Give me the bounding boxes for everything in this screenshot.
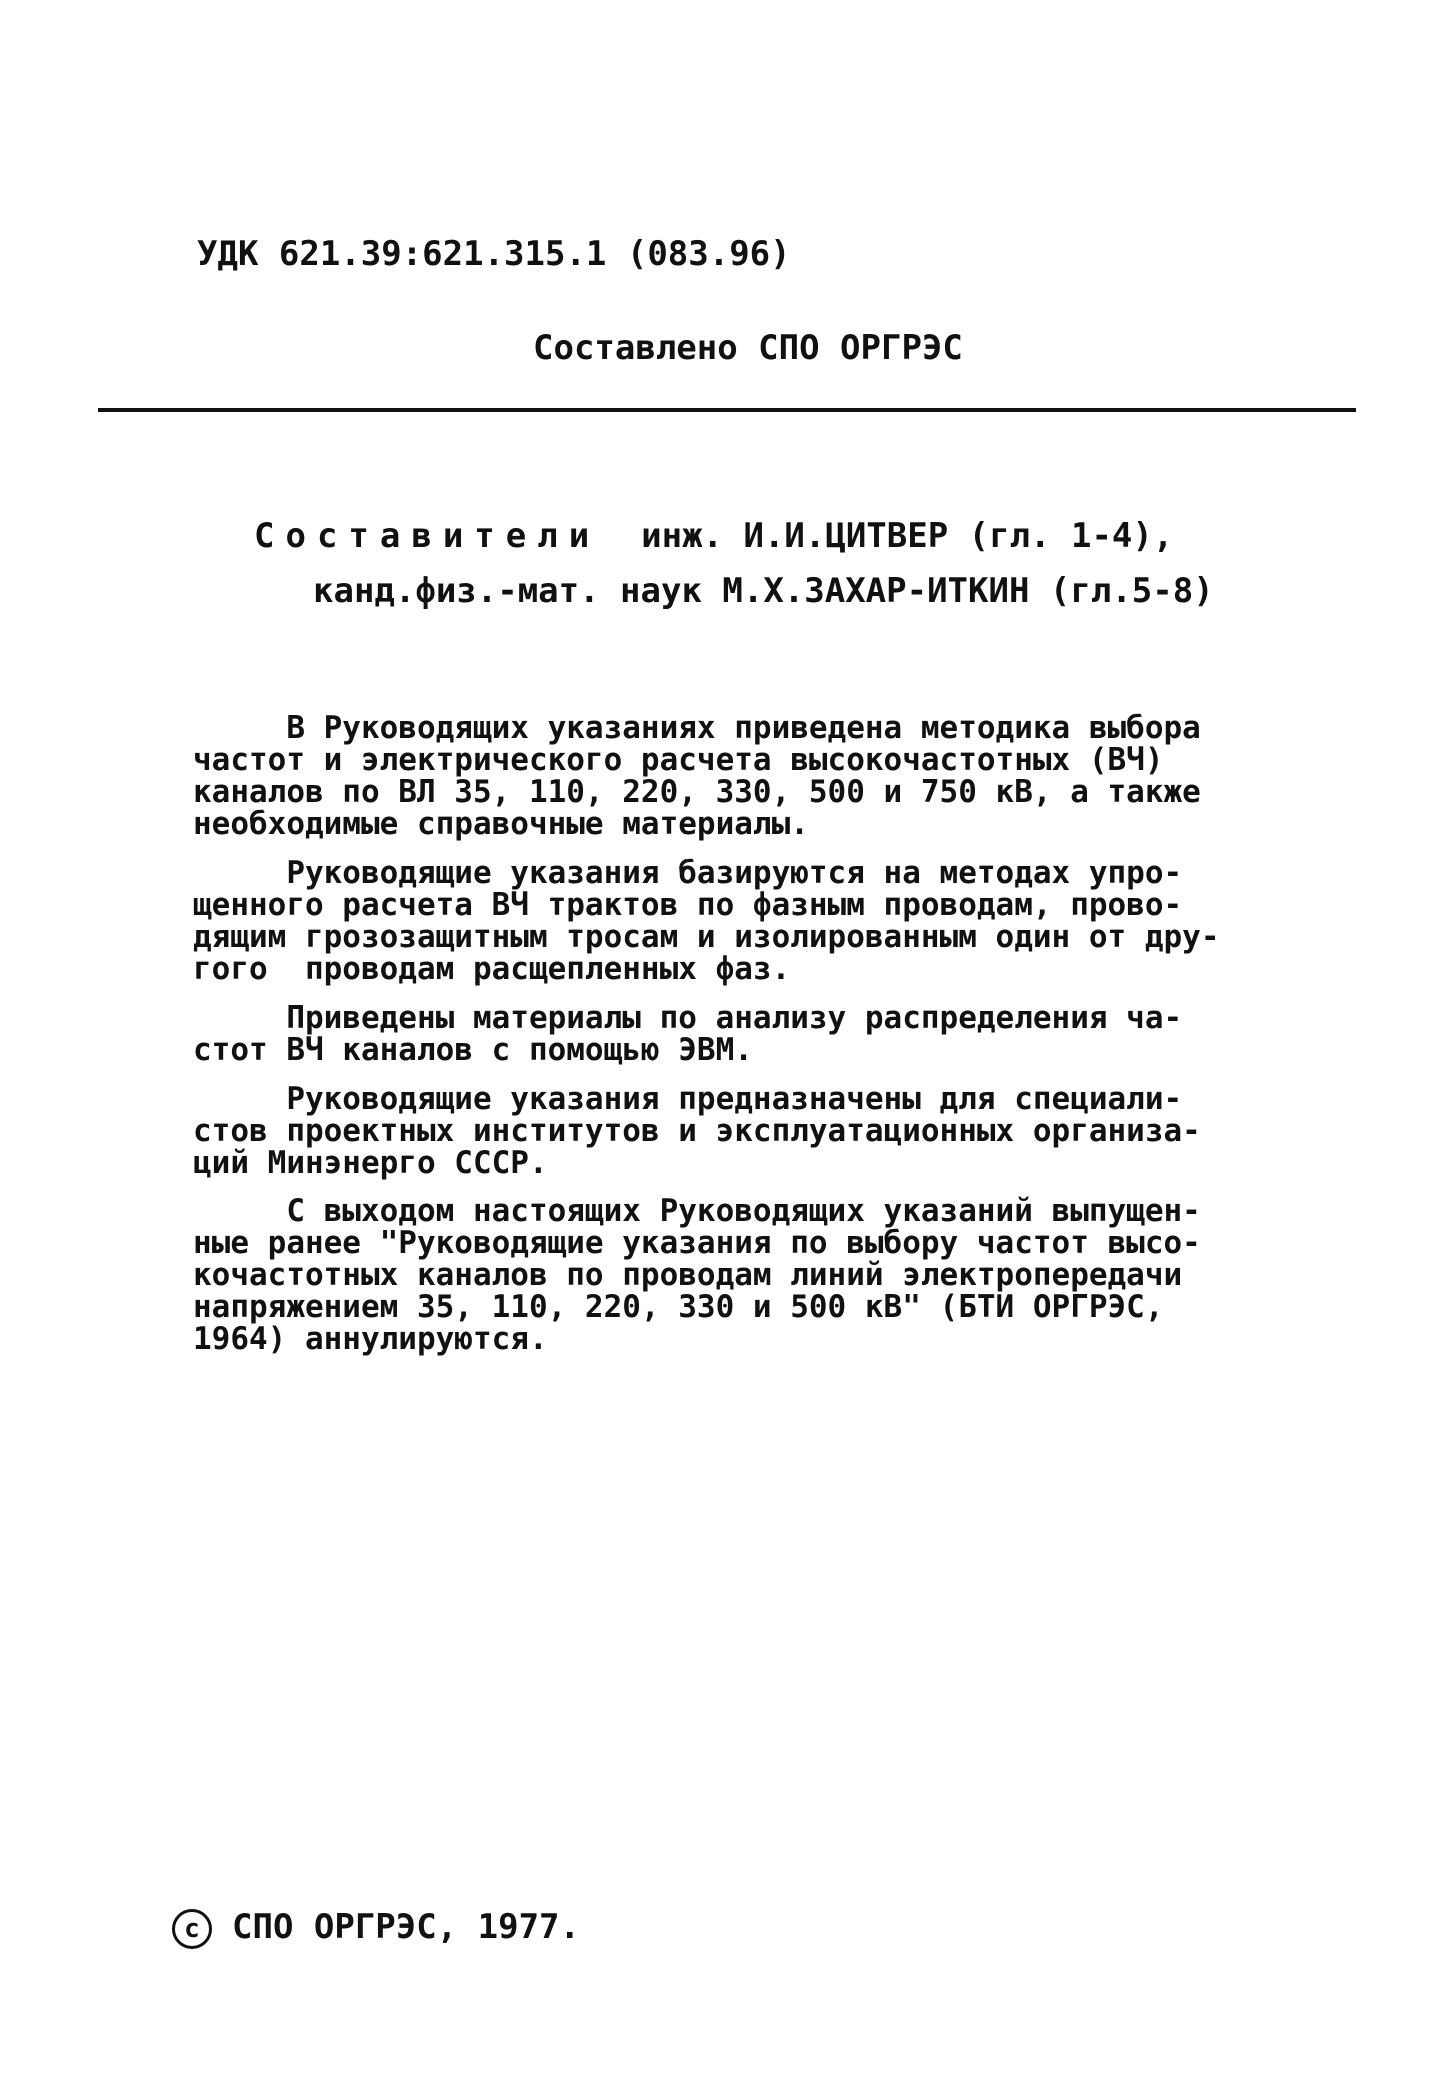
divider: [98, 408, 1356, 412]
paragraph-line: 1964) аннулируются.: [193, 1321, 548, 1357]
authors-line-2: канд.физ.-мат. наук М.Х.ЗАХАР-ИТКИН (гл.5-8): [313, 571, 1214, 611]
paragraph-line: Руководящие указания предназначены для специали-: [193, 1081, 1183, 1117]
paragraph-line: С выходом настоящих Руководящих указаний выпущен-: [193, 1193, 1201, 1229]
authors-label: Составители: [254, 516, 601, 556]
paragraph-line: частот и электрического расчета высокочастотных (ВЧ): [193, 742, 1164, 778]
paragraph-3: [193, 1002, 1303, 1066]
paragraph-line: напряжением 35, 110, 220, 330 и 500 кВ" (БТИ ОРГРЭС,: [193, 1289, 1164, 1325]
compiled-by: Составлено СПО ОРГРЭС: [533, 328, 963, 368]
paragraph-line: кочастотных каналов по проводам линий электропередачи: [193, 1257, 1183, 1293]
paragraph-4: [193, 1083, 1303, 1179]
authors-line-1: [254, 516, 1173, 556]
paragraph-line: ные ранее "Руководящие указания по выбору частот высо-: [193, 1225, 1201, 1261]
udk-code: УДК 621.39:621.315.1 (083.96): [197, 234, 791, 274]
paragraph-line: Руководящие указания базируются на методах упро-: [193, 855, 1183, 891]
paragraph-2: [193, 857, 1303, 985]
paragraph-5: [193, 1195, 1303, 1355]
paragraph-1: [193, 712, 1303, 840]
copyright-icon: c: [172, 1909, 212, 1949]
copyright-text: СПО ОРГРЭС, 1977.: [232, 1907, 580, 1947]
paragraph-line: дящим грозозащитным тросам и изолированным один от дру-: [193, 919, 1220, 955]
paragraph-line: необходимые справочные материалы.: [193, 806, 809, 842]
paragraph-line: щенного расчета ВЧ трактов по фазным проводам, прово-: [193, 887, 1183, 923]
paragraph-line: В Руководящих указаниях приведена методика выбора: [193, 710, 1201, 746]
paragraph-line: стот ВЧ каналов с помощью ЭВМ.: [193, 1032, 753, 1068]
paragraph-line: ций Минэнерго СССР.: [193, 1145, 548, 1181]
copyright-line: [172, 1907, 580, 1949]
paragraph-line: каналов по ВЛ 35, 110, 220, 330, 500 и 750 кВ, а также: [193, 774, 1201, 810]
author-1: инж. И.И.ЦИТВЕР (гл. 1-4),: [641, 516, 1174, 556]
paragraph-line: Приведены материалы по анализу распределения ча-: [193, 1000, 1183, 1036]
paragraph-line: стов проектных институтов и эксплуатационных организа-: [193, 1113, 1201, 1149]
paragraph-line: гого проводам расщепленных фаз.: [193, 951, 791, 987]
